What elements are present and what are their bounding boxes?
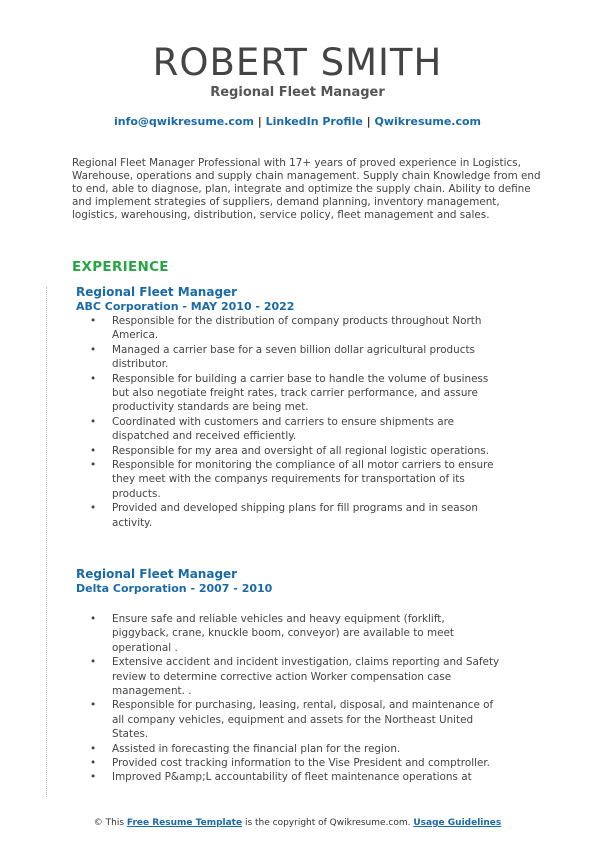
job-bullet: • Provided cost tracking information to the Vise President and comptroller. xyxy=(76,756,502,770)
linkedin-link[interactable]: LinkedIn Profile xyxy=(265,115,363,128)
job-bullet: • Assisted in forecasting the financial plan for the region. xyxy=(76,742,502,756)
contact-separator: | xyxy=(253,115,266,128)
job-title: Regional Fleet Manager xyxy=(76,285,238,299)
job-bullet: • Responsible for monitoring the compliance of all motor carriers to ensure they meet with the companys requirements for transportation of its products. xyxy=(76,458,502,501)
page-footer xyxy=(0,817,595,829)
job-bullet: • Responsible for the distribution of company products throughout North America. xyxy=(76,314,502,343)
job-bullet: • Improved P&amp;L accountability of fleet maintenance operations at xyxy=(76,770,502,784)
job-entry xyxy=(76,285,516,530)
job-bullet-list xyxy=(76,314,516,530)
email-link[interactable]: info@qwikresume.com xyxy=(113,115,254,128)
candidate-title: Regional Fleet Manager xyxy=(210,85,385,100)
job-bullet: • Ensure safe and reliable vehicles and heavy equipment (forklift, piggyback, crane, knuckle boom, conveyor) are available to meet operational . xyxy=(76,612,502,655)
job-company-dates: ABC Corporation - MAY 2010 - 2022 xyxy=(76,300,295,313)
job-bullet: • Coordinated with customers and carriers to ensure shipments are dispatched and received efficiently. xyxy=(76,415,502,444)
job-bullet: • Managed a carrier base for a seven billion dollar agricultural products distributor. xyxy=(76,343,502,372)
footer-text: is the copyright of Qwikresume.com. xyxy=(242,818,414,828)
timeline-divider xyxy=(46,287,47,797)
footer-text: © This xyxy=(93,818,127,828)
candidate-name: ROBERT SMITH xyxy=(152,41,443,84)
job-bullet: • Provided and developed shipping plans for fill programs and in season activity. xyxy=(76,501,502,530)
professional-summary: Regional Fleet Manager Professional with 17+ years of proved experience in Logistics, Warehouse, operations and supply chain management. Supply chain Knowledge from end to end, able to diagnose, plan, integrate and optimize the supply chain. Ability to define and implement strategies of suppliers, demand planning, inventory management, logistics, warehousing, distribution, service policy, fleet management and sales. xyxy=(72,157,541,221)
contact-separator: | xyxy=(362,115,375,128)
job-company-dates: Delta Corporation - 2007 - 2010 xyxy=(76,582,273,595)
usage-guidelines-link[interactable]: Usage Guidelines xyxy=(413,818,502,828)
job-title: Regional Fleet Manager xyxy=(76,567,238,581)
job-bullet-list xyxy=(76,612,516,785)
job-bullet: • Responsible for purchasing, leasing, rental, disposal, and maintenance of all company vehicles, equipment and assets for the Northeast United States. xyxy=(76,698,502,741)
job-entry xyxy=(76,567,516,785)
job-bullet: • Extensive accident and incident investigation, claims reporting and Safety review to determine corrective action Worker compensation case management. . xyxy=(76,655,502,698)
job-bullet: • Responsible for building a carrier base to handle the volume of business but also negotiate freight rates, track carrier performance, and assure productivity standards are being met. xyxy=(76,372,502,415)
website-link[interactable]: Qwikresume.com xyxy=(374,115,482,128)
free-resume-template-link[interactable]: Free Resume Template xyxy=(126,818,243,828)
contact-line xyxy=(0,115,595,129)
experience-heading: EXPERIENCE xyxy=(72,259,169,275)
job-bullet: • Responsible for my area and oversight of all regional logistic operations. xyxy=(76,444,502,458)
